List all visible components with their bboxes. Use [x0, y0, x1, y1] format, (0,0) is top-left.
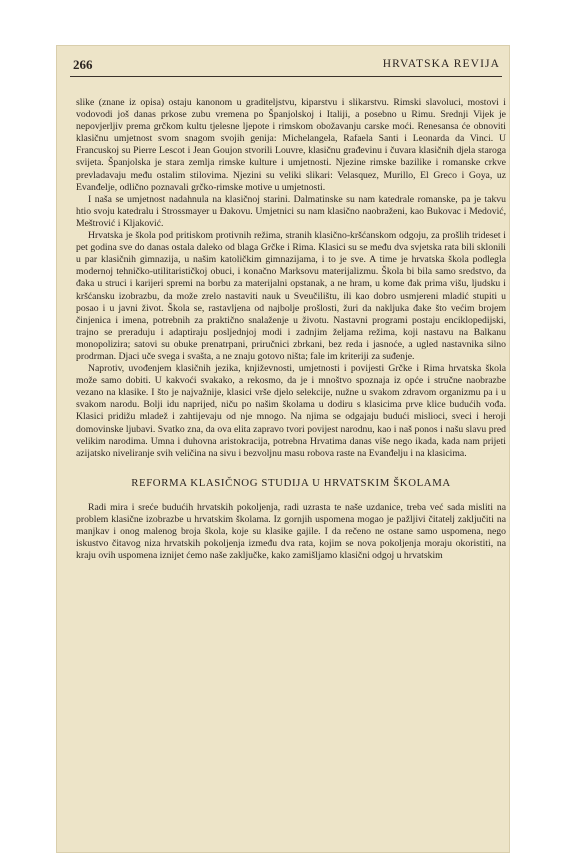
- header-rule: [70, 76, 502, 77]
- paragraph-3: Hrvatska je škola pod pritiskom protivnih režima, stranih klasično-kršćanskom odgoju, za prošlih trideset i pet godina sve do danas ostala daleko od blaga Grčke i Rima. Klasici su se među dva svjetska rata bili sklonili u par klasičnih gimnazija, u našim katoličkim gimnazijama, i to je sve. A time je hrvatska škola podlegla modernoj tehničko-utilitarističkoj obuci, i konačno Marksovu materijalizmu. Škola bi bila samo sredstvo, da đaka u struci i karijeri spremi na borbu za materijalni opstanak, a ne hram, u kome đak prima višu, ljudsku i kršćansku izobrazbu, da može zrelo nastaviti nauk u Sveučilištu, ili kao dobro usmjereni mladić stupiti u posao i u javni život. Škola se, rastavljena od najbolje prošlosti, žuri da nakljuka đake što većim brojem činjenica i imena, potrebnih za praktično snalaženje u životu. Nastavni programi postaju enciklopedijski, trajno se preraduju i adaptiraju posljednjoj modi i zadnjim željama režima, koji nastavu na Balkanu monopolizira; satovi su obuke prenatrpani, priručnici zbrkani, bez reda i jasnoće, a ugled nastavnika silno prodrman. Djaci uče svega i svašta, a ne znaju gotovo ništa; fale im kriteriji za suđenje.: [76, 230, 506, 362]
- running-title: HRVATSKA REVIJA: [382, 58, 500, 70]
- article-body: [76, 97, 506, 562]
- page-header: [73, 55, 500, 75]
- page-number: 266: [73, 57, 93, 72]
- paragraph-2: I naša se umjetnost nadahnula na klasičnoj starini. Dalmatinske su nam katedrale romanske, pa je takvu htio svoju katedralu i Strossmayer u Đakovu. Umjetnici su nam klasično naobraženi, kao Bukovac i Medović, Meštrović i Kljaković.: [76, 193, 506, 229]
- paragraph-4: Naprotiv, uvođenjem klasičnih jezika, književnosti, umjetnosti i povijesti Grčke i Rima hrvatska škola može samo dobiti. U kakvoći svakako, a rekosmo, da je i mnoštvo spoznaja iz opće i stručne naobrazbe vezano na klasike. I što je najvažnije, klasici vrše djelo selekcije, nužne u svakom zdravom organizmu pa i u svakom narodu. Bolji idu naprijed, niču po našim školama u dodiru s klasicima prve klice budućih vođa. Klasici pridižu mladež i zahtijevaju od nje mnogo. Na njima se odgajaju budući mislioci, sveci i heroji domovinske ljubavi. Svatko zna, da ova elita zapravo tvori povijest narodnu, kao i naš ponos i našu slavu pred velikim narodima. Umna i duhovna aristokracija, potrebna Hrvatima danas više nego ikada, kada nam prijeti azijatsko niveliranje svih veličina na sivu i bezvoljnu masu robova raste na Evanđelju i na klasicima.: [76, 363, 506, 459]
- paragraph-1: slike (znane iz opisa) ostaju kanonom u graditeljstvu, kiparstvu i slikarstvu. Rimski slavoluci, mostovi i vodovodi još danas prkose zubu vremena po Španjolskoj i Italiji, a posebno u Rimu. Srednji Vijek je nepovjerljiv prema grčkom kultu tjelesne ljepote i rimskom obožavanju carske moći. Renesansa će obnoviti klasičnu umjetnost svom snagom svojih genija: Michelangela, Rafaela Santi i Leonarda da Vinci. U Francuskoj su Pierre Lescot i Jean Goujon stvorili Louvre, klasičnu građevinu i čuvara klasičnih djela staroga svijeta. Španjolska je stara zemlja rimske kulture i umjetnosti. Njezine rimske bazilike i romanske crkve prevladavaju među ostalim stilovima. Njezini su veliki slikari: Velasquez, Murillo, El Greco i Goya, uz Evanđelje, odlično poznavali grčko-rimske motive u umjetnosti.: [76, 97, 506, 193]
- section-heading: REFORMA KLASIČNOG STUDIJA U HRVATSKIM ŠKOLAMA: [131, 476, 451, 489]
- journal-page: [56, 45, 510, 853]
- section-paragraph: Radi mira i sreće budućih hrvatskih pokoljenja, radi uzrasta te naše uzdanice, treba već sada misliti na problem klasične izobrazbe u hrvatskim školama. Iz gornjih uspomena mogao je pažljivi čitatelj zaključiti na manjkav i onog malenog broja škola, koje su klasike gajile. I da rečeno ne ostane samo uspomena, nego iskustvo čitavog niza hrvatskih pokoljenja između dva rata, kojim se nova pokoljenja moraju okoristiti, na kraju ovih uspomena iznijet ćemo naše zaključke, kako zamišljamo klasični odgoj u hrvatskim: [76, 501, 506, 562]
